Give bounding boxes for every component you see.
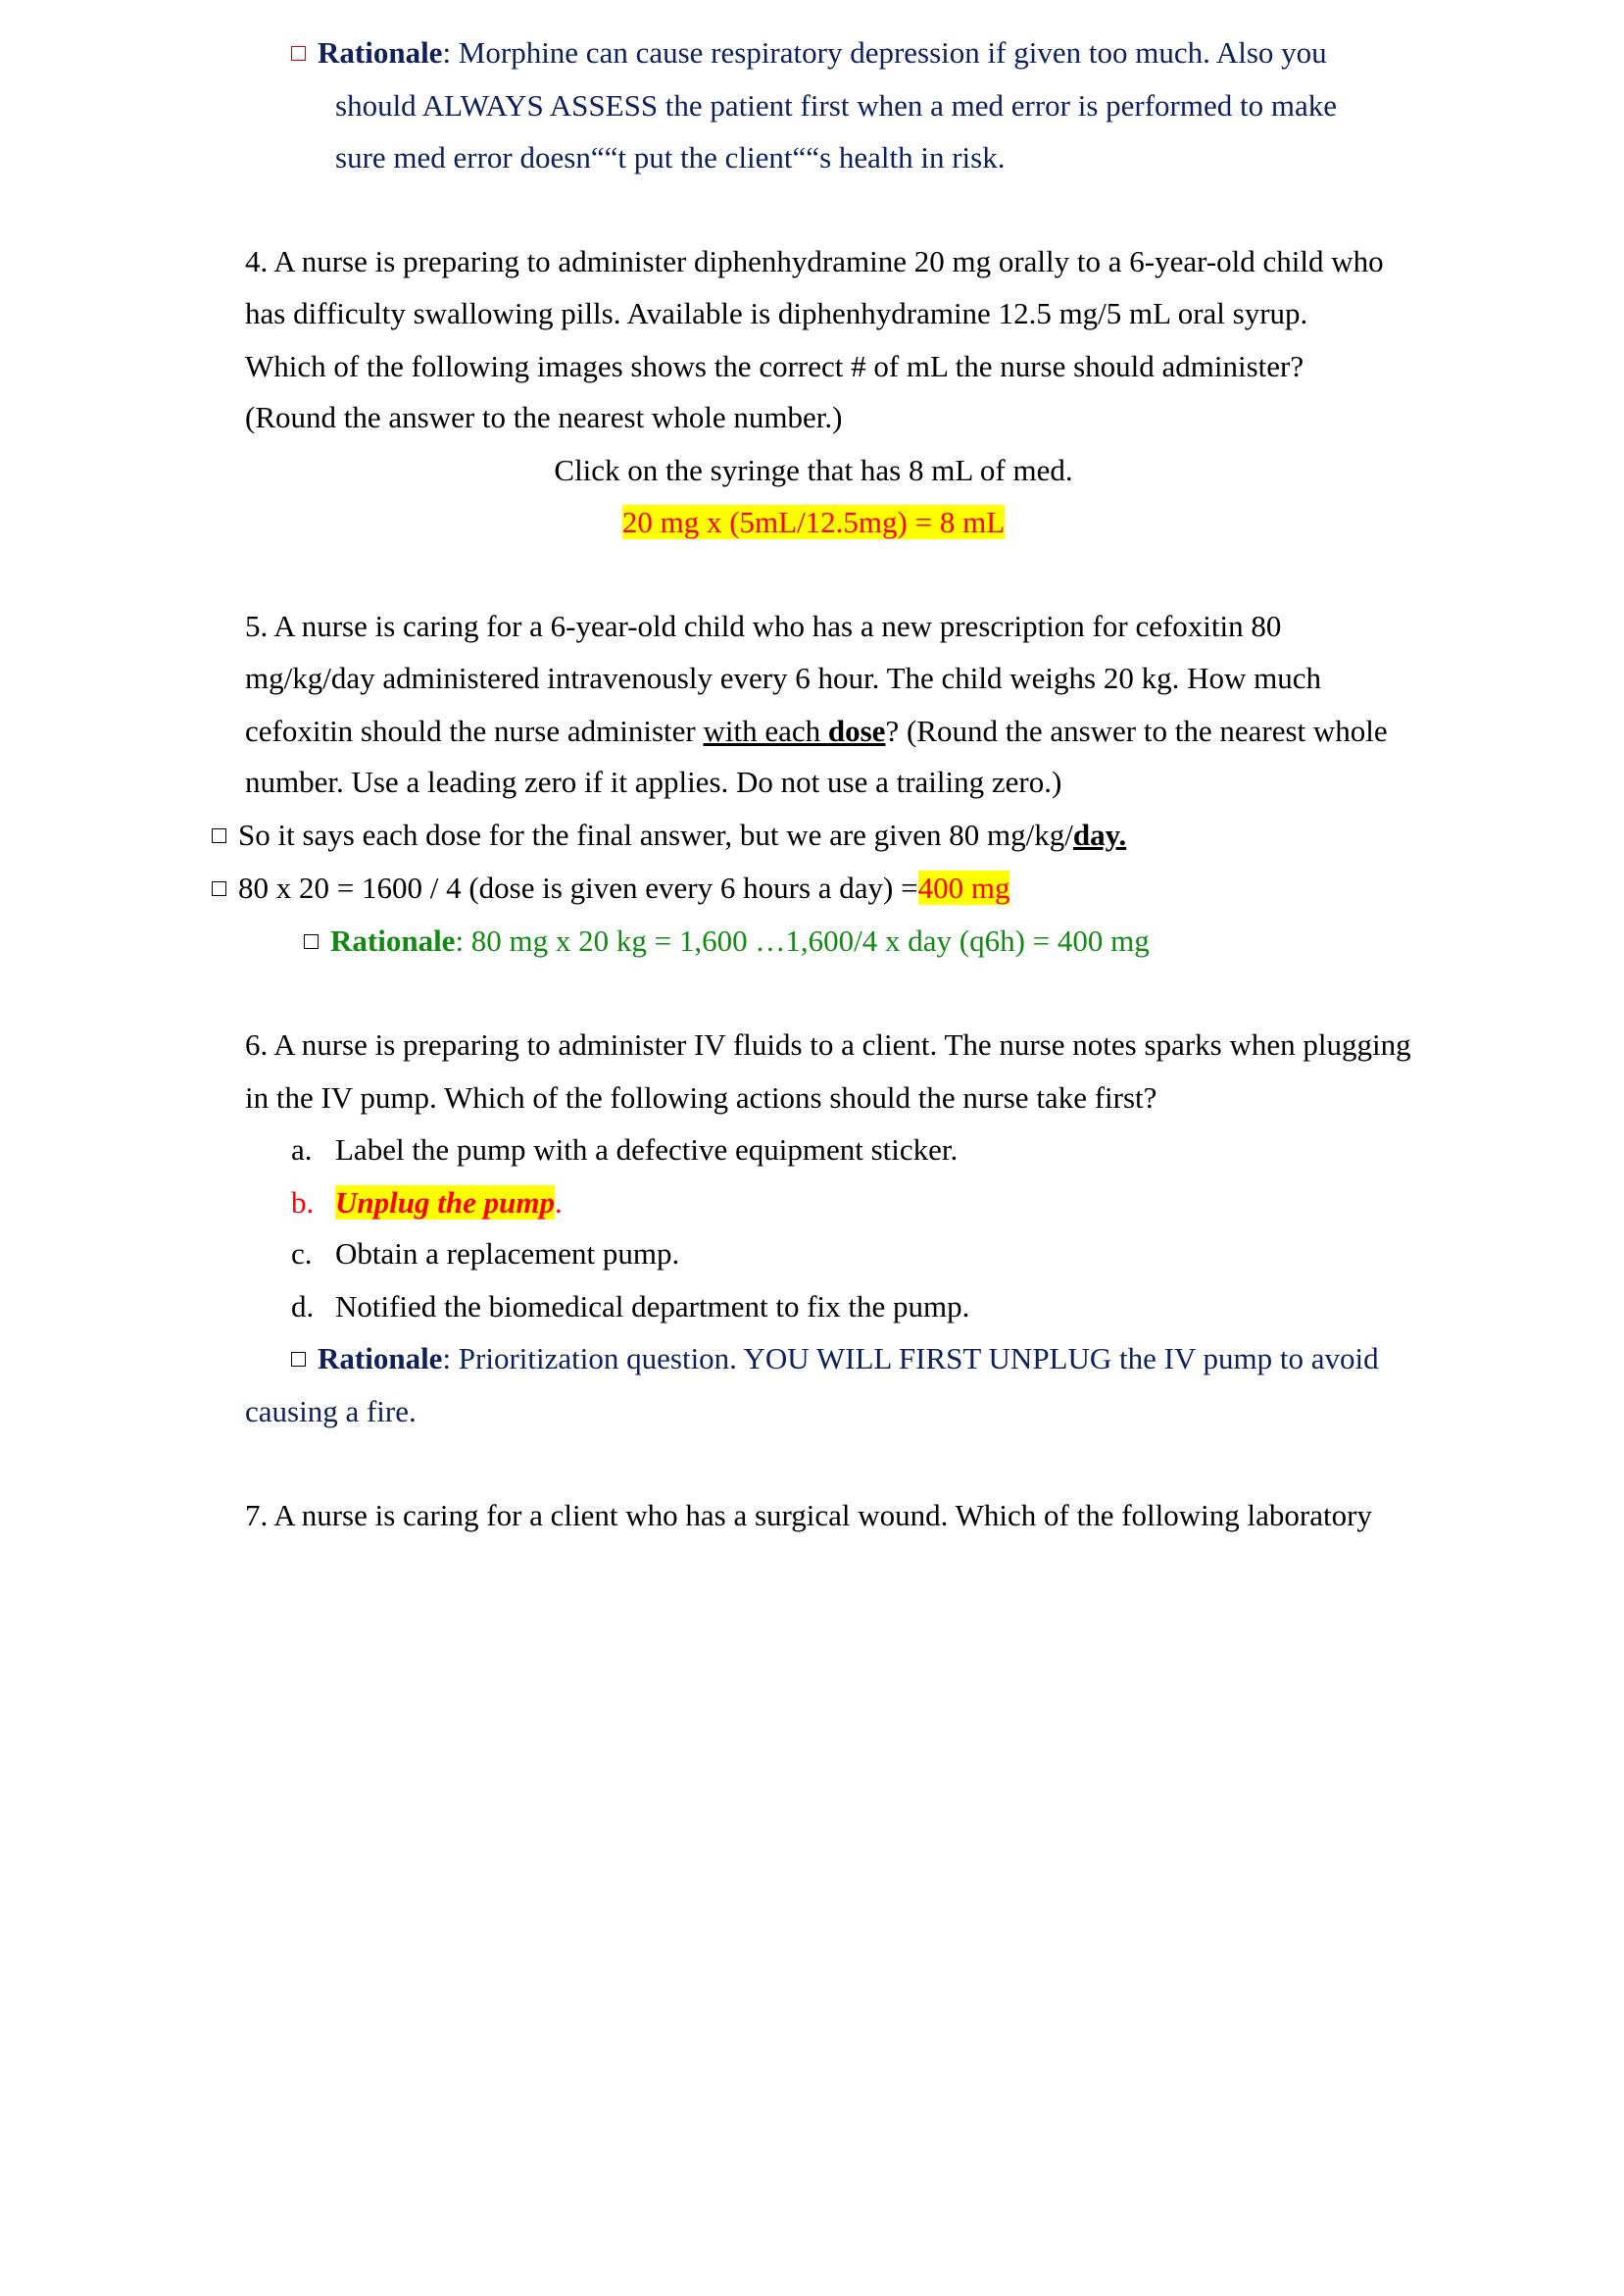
option-letter: b. xyxy=(291,1185,315,1220)
calc-answer: 400 mg xyxy=(917,871,1010,905)
q6-rationale xyxy=(291,1337,1379,1380)
option-c[interactable] xyxy=(291,1232,679,1275)
q7-text: 7. A nurse is caring for a client who has a surgical wound. Which of the following laboratory xyxy=(245,1498,1372,1532)
checkbox-icon xyxy=(212,828,226,843)
q4-text: (Round the answer to the nearest whole number.) xyxy=(245,400,843,434)
q5-dose: dose xyxy=(827,714,886,748)
rationale-label: Rationale xyxy=(318,1341,443,1375)
option-b[interactable] xyxy=(291,1181,563,1224)
calc-text: 80 x 20 = 1600 / 4 (dose is given every 6 hours a day) = xyxy=(238,871,918,905)
option-letter: c. xyxy=(291,1236,313,1271)
option-suffix: . xyxy=(554,1185,563,1220)
q5-text-part: ? (Round the answer to the nearest whole xyxy=(885,714,1388,748)
q6-text: in the IV pump. Which of the following actions should the nurse take first? xyxy=(245,1080,1157,1115)
rationale-text: causing a fire. xyxy=(245,1394,417,1428)
q5-underlined: with each xyxy=(703,714,828,748)
q4-answer: 20 mg x (5mL/12.5mg) = 8 mL xyxy=(621,505,1006,539)
rationale-text: : Prioritization question. YOU WILL FIRST UNPLUG the IV pump to avoid xyxy=(442,1341,1379,1375)
checkbox-icon xyxy=(304,934,319,949)
option-letter: a. xyxy=(291,1132,313,1167)
q4-text: Which of the following images shows the correct # of mL the nurse should administer? xyxy=(245,349,1304,383)
rationale-label: Rationale xyxy=(318,35,443,70)
checkbox-icon xyxy=(291,1352,306,1367)
option-text: Obtain a replacement pump. xyxy=(335,1236,680,1271)
q5-text: 5. A nurse is caring for a 6-year-old child who has a new prescription for cefoxitin 80 xyxy=(245,609,1282,643)
rationale-text: sure med error doesn““t put the client““s health in risk. xyxy=(335,140,1006,175)
q5-note xyxy=(212,814,1126,857)
q3-rationale-line xyxy=(291,31,1327,75)
option-a[interactable] xyxy=(291,1128,958,1172)
q4-instruction: Click on the syringe that has 8 mL of med. xyxy=(554,453,1073,487)
checkbox-icon xyxy=(212,881,226,896)
note-text: So it says each dose for the final answer, but we are given 80 mg/kg/ xyxy=(238,818,1073,852)
option-text: Notified the biomedical department to fix the pump. xyxy=(335,1289,970,1323)
q6-text: 6. A nurse is preparing to administer IV fluids to a client. The nurse notes sparks when plugging xyxy=(245,1027,1411,1062)
rationale-label: Rationale xyxy=(330,923,456,958)
option-text: Label the pump with a defective equipment sticker. xyxy=(335,1132,959,1167)
option-d[interactable] xyxy=(291,1285,969,1328)
q5-text-part: cefoxitin should the nurse administer xyxy=(245,714,704,748)
q5-text: mg/kg/day administered intravenously every 6 hour. The child weighs 20 kg. How much xyxy=(245,661,1322,695)
checkbox-icon xyxy=(291,46,306,61)
q5-text: number. Use a leading zero if it applies. Do not use a trailing zero.) xyxy=(245,765,1062,799)
rationale-text: : Morphine can cause respiratory depression if given too much. Also you xyxy=(442,35,1327,70)
q5-calc xyxy=(212,867,1009,910)
q4-text: has difficulty swallowing pills. Available is diphenhydramine 12.5 mg/5 mL oral syrup. xyxy=(245,296,1308,330)
rationale-text: : 80 mg x 20 kg = 1,600 …1,600/4 x day (q6h) = 400 mg xyxy=(455,923,1150,958)
rationale-text: should ALWAYS ASSESS the patient first when a med error is performed to make xyxy=(335,88,1338,123)
note-emphasis: day. xyxy=(1072,818,1127,852)
q5-text xyxy=(245,710,1388,753)
q4-text: 4. A nurse is preparing to administer diphenhydramine 20 mg orally to a 6-year-old child who xyxy=(245,244,1384,278)
option-text-correct: Unplug the pump xyxy=(335,1185,555,1220)
option-letter: d. xyxy=(291,1289,315,1323)
q5-rationale xyxy=(304,920,1150,963)
